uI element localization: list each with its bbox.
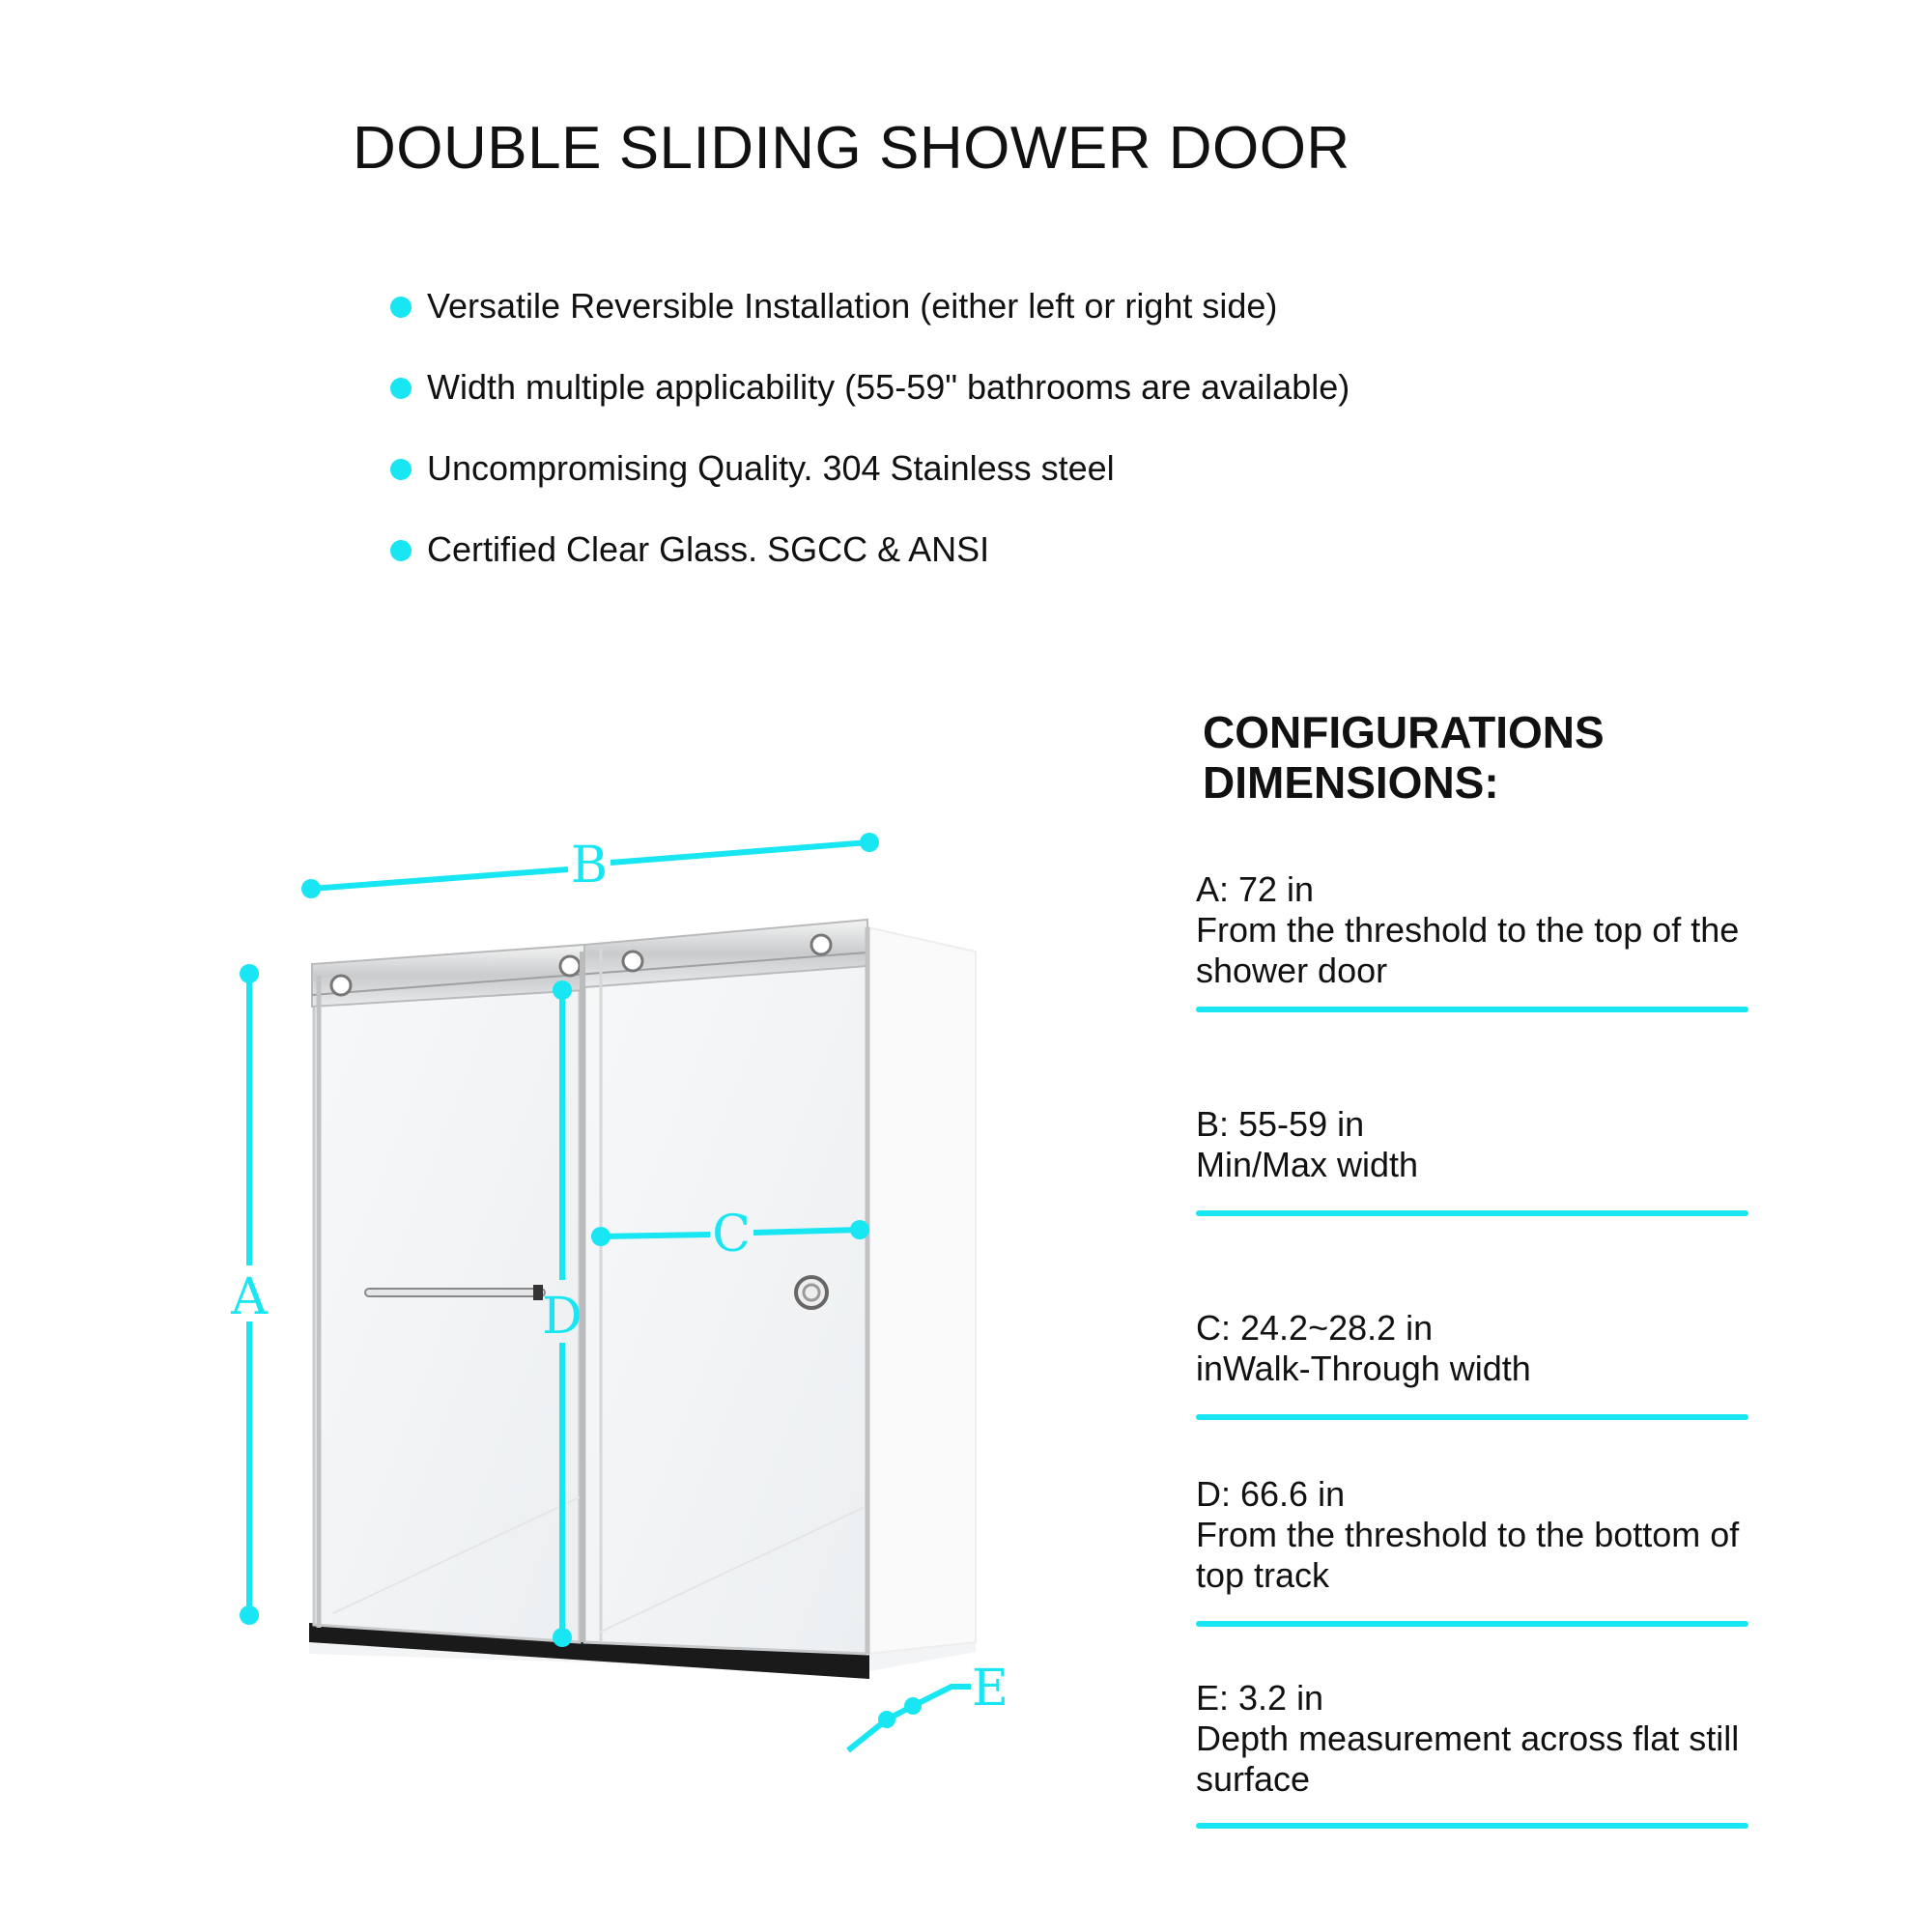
feature-text: Versatile Reversible Installation (either left or right side) (427, 286, 1278, 326)
configurations-title-line2: DIMENSIONS: (1203, 757, 1499, 808)
dimension-spec-d (1196, 1474, 1756, 1596)
dimension-spec-desc: From the threshold to the top of the shower door (1196, 910, 1740, 990)
feature-text: Certified Clear Glass. SGCC & ANSI (427, 529, 990, 569)
dimension-c-line (601, 1235, 710, 1236)
dimension-spec-label: C: 24.2~28.2 in (1196, 1308, 1434, 1348)
dimension-spec-b (1196, 1104, 1756, 1185)
divider (1196, 1210, 1748, 1216)
side-wall (867, 927, 976, 1654)
feature-text: Uncompromising Quality. 304 Stainless steel (427, 448, 1115, 488)
divider (1196, 1823, 1748, 1829)
dimension-spec-desc: From the threshold to the bottom of top track (1196, 1515, 1740, 1595)
dimension-a-label: A (231, 1268, 268, 1326)
page-title: DOUBLE SLIDING SHOWER DOOR (353, 115, 1350, 182)
dimension-b-line (311, 869, 568, 889)
dimension-spec-label: D: 66.6 in (1196, 1474, 1346, 1514)
roller-icon (623, 952, 642, 971)
dimension-d-label: D (542, 1288, 582, 1346)
door-knob-icon (796, 1277, 827, 1308)
divider (1196, 1621, 1748, 1627)
dimension-spec-e (1196, 1678, 1756, 1800)
feature-text: Width multiple applicability (55-59" bathrooms are available) (427, 367, 1350, 407)
dimension-spec-label: A: 72 in (1196, 869, 1315, 909)
dimension-spec-a (1196, 869, 1756, 991)
dimension-spec-label: E: 3.2 in (1196, 1678, 1324, 1718)
dimension-e-line (848, 1687, 971, 1750)
roller-icon (811, 935, 831, 954)
dimension-spec-desc: Depth measurement across flat still surface (1196, 1719, 1740, 1799)
dimension-spec-c (1196, 1308, 1756, 1389)
towel-bar-handle-icon (365, 1289, 545, 1296)
dimension-spec-desc: Min/Max width (1196, 1145, 1419, 1184)
dimension-e-label: E (972, 1660, 1009, 1718)
roller-icon (560, 956, 580, 976)
configurations-title (1203, 707, 1744, 808)
divider (1196, 1007, 1748, 1012)
divider (1196, 1414, 1748, 1420)
dimension-spec-label: B: 55-59 in (1196, 1104, 1365, 1144)
roller-icon (331, 976, 351, 995)
configurations-title-line1: CONFIGURATIONS (1203, 707, 1605, 757)
dimension-b-label: B (570, 837, 609, 895)
dimension-c-label: C (712, 1206, 751, 1264)
dimension-spec-desc: inWalk-Through width (1196, 1349, 1531, 1388)
